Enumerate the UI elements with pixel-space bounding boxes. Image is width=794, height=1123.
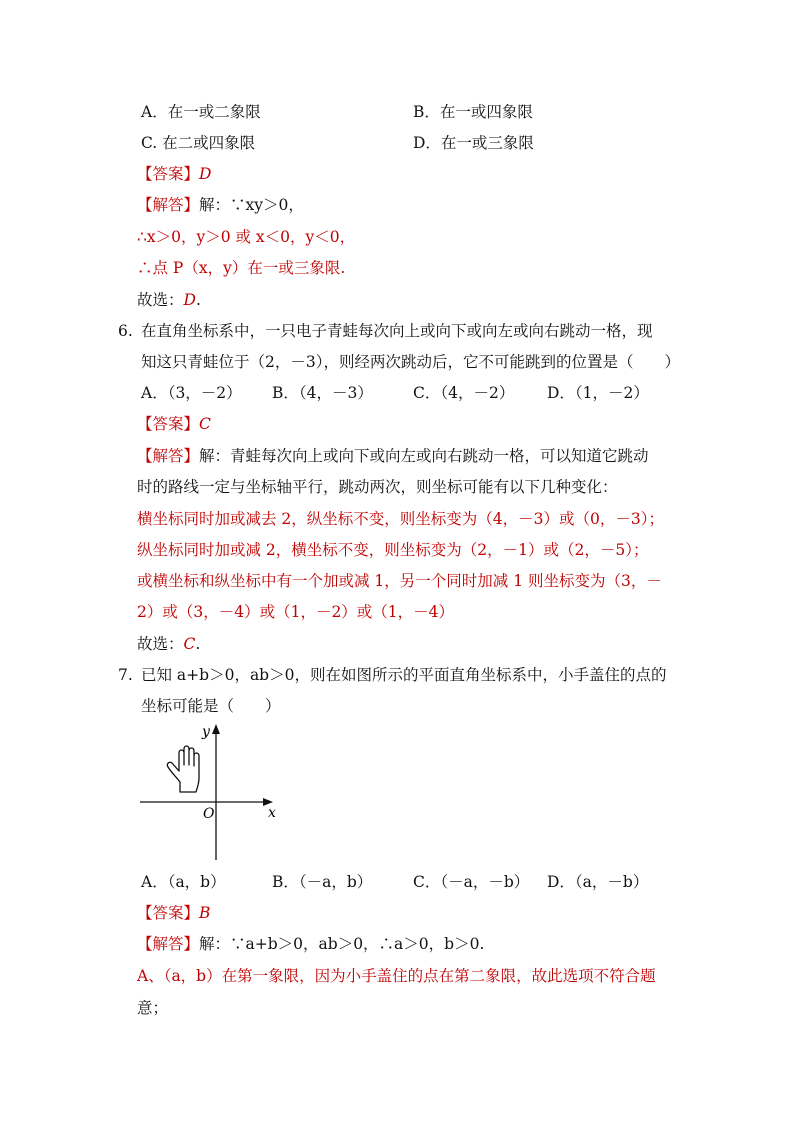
q6-option-d: D．（1，－2） bbox=[547, 384, 649, 402]
q5-solution-line-2: ∴x＞0，y＞0 或 x＜0，y＜0， bbox=[137, 228, 356, 246]
answer-value: D bbox=[199, 165, 212, 183]
q6-solution-line-3: 横坐标同时加或减去 2，纵坐标不变，则坐标变为（4，－3）或（0，－3）； bbox=[137, 510, 664, 528]
q7-option-b: B．（－a，b） bbox=[272, 873, 373, 891]
q6-solution-line-4: 纵坐标同时加或减 2，横坐标不变，则坐标变为（2，－1）或（2，－5）； bbox=[137, 541, 649, 559]
solution-tag: 【解答】 bbox=[137, 447, 200, 465]
q6-option-b: B．（4，－3） bbox=[272, 384, 373, 402]
y-axis-label: y bbox=[202, 724, 210, 740]
y-axis-arrow bbox=[212, 724, 220, 734]
choose-value: D bbox=[183, 291, 196, 309]
choose-label: 故选： bbox=[137, 291, 184, 309]
choose-end: . bbox=[195, 291, 201, 309]
q5-option-a: A．在一或二象限 bbox=[141, 103, 261, 121]
q6-option-a: A．（3，－2） bbox=[141, 384, 242, 402]
q5-option-d: D．在一或三象限 bbox=[413, 134, 534, 152]
hand-icon bbox=[167, 746, 199, 792]
answer-value: C bbox=[199, 415, 211, 433]
solution-text: 解：青蛙每次向上或向下或向左或向右跳动一格，可以知道它跳动 bbox=[199, 447, 649, 465]
q5-solution-line-3: ∴点 P（x，y）在一或三象限. bbox=[137, 259, 346, 277]
q7-analysis-line-2: 意； bbox=[137, 999, 169, 1017]
q7-stem-line-1: 已知 a+b＞0，ab＞0，则在如图所示的平面直角坐标系中，小手盖住的点的 bbox=[141, 666, 667, 684]
q5-option-c: C. 在二或四象限 bbox=[141, 134, 256, 152]
q5-choose-line bbox=[137, 290, 201, 310]
solution-tag: 【解答】 bbox=[137, 196, 200, 214]
solution-tag: 【解答】 bbox=[137, 935, 200, 953]
q5-option-b: B．在一或四象限 bbox=[413, 103, 533, 121]
q7-option-d: D．（a，－b） bbox=[547, 873, 649, 891]
choose-end: . bbox=[195, 635, 201, 653]
q7-stem-line-2: 坐标可能是（ ） bbox=[141, 697, 281, 715]
solution-text: 解：∵a+b＞0，ab＞0，∴a＞0，b＞0. bbox=[199, 935, 485, 953]
answer-value: B bbox=[199, 904, 211, 922]
q5-solution-line-1 bbox=[137, 195, 304, 215]
choose-label: 故选： bbox=[137, 635, 184, 653]
solution-text: 解：∵xy＞0， bbox=[199, 196, 304, 214]
q6-stem-line-2: 知这只青蛙位于（2，－3），则经两次跳动后，它不可能跳到的位置是（ ） bbox=[141, 353, 680, 371]
q7-number: 7. bbox=[118, 666, 133, 684]
q5-answer-line bbox=[137, 164, 211, 184]
q7-solution-line bbox=[137, 934, 484, 954]
answer-tag: 【答案】 bbox=[137, 904, 200, 922]
origin-label: O bbox=[203, 806, 215, 822]
q6-option-c: C．（4，－2） bbox=[413, 384, 515, 402]
q7-option-c: C．（－a，－b） bbox=[413, 873, 530, 891]
q6-solution-line-5: 或横坐标和纵坐标中有一个加或减 1，另一个同时加减 1 则坐标变为（3，－ bbox=[137, 572, 662, 590]
q6-solution-line-6: 2）或（3，－4）或（1，－2）或（1，－4） bbox=[137, 603, 455, 621]
q6-stem-line-1: 在直角坐标系中，一只电子青蛙每次向上或向下或向左或向右跳动一格，现 bbox=[141, 322, 653, 340]
q7-answer-line bbox=[137, 903, 210, 923]
choose-value: C bbox=[183, 635, 196, 653]
x-axis-label: x bbox=[268, 805, 276, 821]
answer-tag: 【答案】 bbox=[137, 165, 200, 183]
q7-option-a: A．（a，b） bbox=[141, 873, 226, 891]
q6-solution-line-2: 时的路线一定与坐标轴平行，跳动两次，则坐标可能有以下几种变化： bbox=[137, 478, 618, 496]
q6-solution-line-1 bbox=[137, 446, 649, 466]
q6-answer-line bbox=[137, 414, 211, 434]
q7-coordinate-figure bbox=[135, 720, 285, 865]
q6-number: 6. bbox=[118, 322, 133, 340]
answer-tag: 【答案】 bbox=[137, 415, 200, 433]
q6-choose-line bbox=[137, 634, 200, 654]
q7-analysis-line-1: A、（a，b）在第一象限，因为小手盖住的点在第二象限，故此选项不符合题 bbox=[137, 967, 656, 985]
